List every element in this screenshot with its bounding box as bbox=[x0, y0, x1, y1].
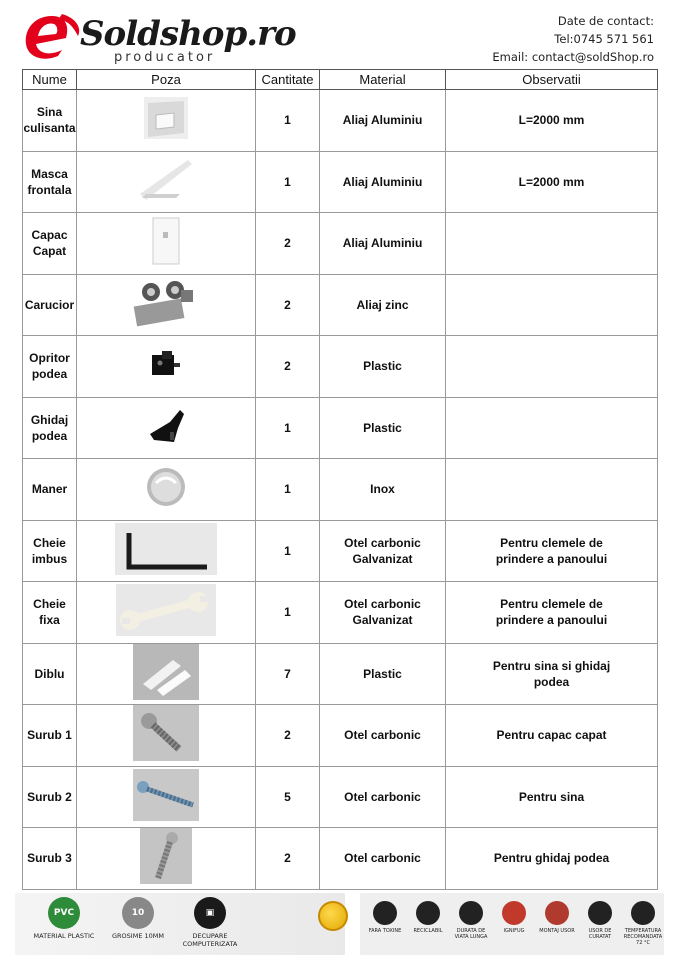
cell-quantity: 1 bbox=[256, 151, 320, 213]
cell-material: Plastic bbox=[320, 643, 446, 705]
footer-label: DURATA DE VIATA LUNGA bbox=[454, 928, 488, 940]
footer-left-item bbox=[29, 897, 99, 940]
quality-medal-icon bbox=[318, 901, 348, 931]
brand-name: Soldshop.ro bbox=[80, 14, 296, 54]
wrench-image bbox=[77, 584, 255, 640]
cell-picture bbox=[77, 90, 256, 152]
cell-notes bbox=[446, 336, 658, 398]
screw-short-image bbox=[77, 705, 255, 765]
cell-quantity: 2 bbox=[256, 213, 320, 275]
screw-medium-image bbox=[77, 828, 255, 888]
footer-right-item bbox=[579, 901, 621, 940]
cell-material: Aliaj Aluminiu bbox=[320, 213, 446, 275]
cell-notes: Pentru ghidaj podea bbox=[446, 828, 658, 890]
cell-notes bbox=[446, 459, 658, 521]
footer-right-item bbox=[364, 901, 406, 934]
wall-plug-image bbox=[77, 644, 255, 704]
footer-right-item bbox=[407, 901, 449, 934]
cell-quantity: 2 bbox=[256, 828, 320, 890]
cell-notes: Pentru clemele de prindere a panoului bbox=[446, 582, 658, 644]
front-mask-profile-image bbox=[77, 154, 255, 210]
cell-name: Sina culisanta bbox=[23, 90, 77, 152]
cell-quantity: 2 bbox=[256, 705, 320, 767]
cell-material: Aliaj Aluminiu bbox=[320, 151, 446, 213]
cell-name: Maner bbox=[23, 459, 77, 521]
cell-name: Surub 3 bbox=[23, 828, 77, 890]
footer-label: FARA TOXINE bbox=[368, 928, 402, 934]
footer-banner bbox=[15, 893, 664, 955]
table-row bbox=[23, 213, 658, 275]
no-toxic-icon bbox=[373, 901, 397, 925]
table-body bbox=[23, 90, 658, 890]
logo-e-icon bbox=[22, 12, 84, 64]
end-cap-image bbox=[77, 216, 255, 270]
recycle-icon bbox=[416, 901, 440, 925]
header-material: Material bbox=[320, 70, 446, 90]
footer-right-item bbox=[536, 901, 578, 934]
fireproof-icon bbox=[502, 901, 526, 925]
contact-phone: Tel:0745 571 561 bbox=[554, 32, 654, 46]
table-row bbox=[23, 520, 658, 582]
long-life-icon bbox=[459, 901, 483, 925]
footer-label: USOR DE CURATAT bbox=[588, 928, 612, 940]
cell-picture bbox=[77, 643, 256, 705]
footer-left-item bbox=[103, 897, 173, 940]
table-row bbox=[23, 828, 658, 890]
thickness-icon: 10 bbox=[122, 897, 154, 929]
floor-guide-image bbox=[77, 404, 255, 452]
cell-material: Aliaj zinc bbox=[320, 274, 446, 336]
cell-quantity: 1 bbox=[256, 459, 320, 521]
cell-name: Capac Capat bbox=[23, 213, 77, 275]
cell-material: Otel carbonic bbox=[320, 828, 446, 890]
footer-label: MATERIAL PLASTIC bbox=[33, 932, 95, 940]
cell-name: Diblu bbox=[23, 643, 77, 705]
cell-notes: Pentru capac capat bbox=[446, 705, 658, 767]
cell-picture bbox=[77, 151, 256, 213]
table-row bbox=[23, 643, 658, 705]
cell-quantity: 1 bbox=[256, 397, 320, 459]
cell-picture bbox=[77, 213, 256, 275]
cell-picture bbox=[77, 397, 256, 459]
table-row bbox=[23, 582, 658, 644]
cell-notes bbox=[446, 274, 658, 336]
cell-picture bbox=[77, 520, 256, 582]
table-row bbox=[23, 766, 658, 828]
cell-material: Otel carbonic bbox=[320, 766, 446, 828]
cell-notes: L=2000 mm bbox=[446, 90, 658, 152]
contact-title: Date de contact: bbox=[557, 14, 654, 28]
easy-clean-icon bbox=[588, 901, 612, 925]
cell-material: Otel carbonic bbox=[320, 705, 446, 767]
table-row bbox=[23, 397, 658, 459]
cell-picture bbox=[77, 766, 256, 828]
footer-right-item bbox=[493, 901, 535, 934]
cell-quantity: 7 bbox=[256, 643, 320, 705]
footer-right bbox=[360, 893, 664, 955]
round-handle-image bbox=[77, 465, 255, 513]
cell-name: Opritor podea bbox=[23, 336, 77, 398]
table-row bbox=[23, 274, 658, 336]
cell-quantity: 1 bbox=[256, 90, 320, 152]
cell-notes: L=2000 mm bbox=[446, 151, 658, 213]
trolley-image bbox=[77, 276, 255, 334]
table-row bbox=[23, 151, 658, 213]
cell-picture bbox=[77, 582, 256, 644]
footer-label: IGNIFUG bbox=[503, 928, 525, 934]
footer-label: GROSIME 10MM bbox=[112, 932, 164, 940]
footer-label: TEMPERATURA RECOMANDATA 72 °C bbox=[623, 928, 663, 946]
parts-table bbox=[22, 69, 658, 890]
cell-material: Inox bbox=[320, 459, 446, 521]
footer-left bbox=[15, 893, 345, 955]
cell-name: Cheie fixa bbox=[23, 582, 77, 644]
cell-picture bbox=[77, 705, 256, 767]
cell-quantity: 2 bbox=[256, 274, 320, 336]
cell-name: Surub 1 bbox=[23, 705, 77, 767]
cell-name: Surub 2 bbox=[23, 766, 77, 828]
cell-quantity: 1 bbox=[256, 520, 320, 582]
allen-key-image bbox=[77, 523, 255, 579]
table-row bbox=[23, 90, 658, 152]
footer-right-item bbox=[450, 901, 492, 940]
footer-label: RECICLABIL bbox=[413, 928, 443, 934]
cell-notes bbox=[446, 397, 658, 459]
cell-quantity: 5 bbox=[256, 766, 320, 828]
cell-picture bbox=[77, 828, 256, 890]
cell-picture bbox=[77, 336, 256, 398]
cell-notes bbox=[446, 213, 658, 275]
cell-notes: Pentru sina bbox=[446, 766, 658, 828]
cell-picture bbox=[77, 459, 256, 521]
cnc-cut-icon: ▣ bbox=[194, 897, 226, 929]
cell-material: Plastic bbox=[320, 397, 446, 459]
brand-logo bbox=[22, 10, 296, 66]
footer-left-item bbox=[175, 897, 245, 948]
cell-quantity: 2 bbox=[256, 336, 320, 398]
cell-quantity: 1 bbox=[256, 582, 320, 644]
cell-material: Aliaj Aluminiu bbox=[320, 90, 446, 152]
cell-picture bbox=[77, 274, 256, 336]
cell-material: Otel carbonic Galvanizat bbox=[320, 520, 446, 582]
temperature-icon bbox=[631, 901, 655, 925]
table-row bbox=[23, 336, 658, 398]
rail-profile-image bbox=[77, 93, 255, 147]
cell-name: Ghidaj podea bbox=[23, 397, 77, 459]
cell-name: Cheie imbus bbox=[23, 520, 77, 582]
header-observatii: Observatii bbox=[446, 70, 658, 90]
pvc-icon: PVC bbox=[48, 897, 80, 929]
table-row bbox=[23, 459, 658, 521]
easy-mount-icon bbox=[545, 901, 569, 925]
contact-email: Email: contact@soldShop.ro bbox=[492, 50, 654, 64]
footer-right-item bbox=[622, 901, 664, 946]
cell-name: Masca frontala bbox=[23, 151, 77, 213]
header-poza: Poza bbox=[77, 70, 256, 90]
brand-subtitle: producator bbox=[114, 50, 216, 65]
cell-name: Carucior bbox=[23, 274, 77, 336]
table-row bbox=[23, 705, 658, 767]
cell-notes: Pentru clemele de prindere a panoului bbox=[446, 520, 658, 582]
floor-stopper-image bbox=[77, 349, 255, 383]
cell-notes: Pentru sina si ghidaj podea bbox=[446, 643, 658, 705]
header-nume: Nume bbox=[23, 70, 77, 90]
footer-label: MONTAJ USOR bbox=[539, 928, 575, 934]
screw-long-image bbox=[77, 769, 255, 825]
cell-material: Plastic bbox=[320, 336, 446, 398]
contact-block bbox=[492, 12, 654, 66]
footer-label: DECUPARE COMPUTERIZATA bbox=[182, 932, 238, 948]
header-cantitate: Cantitate bbox=[256, 70, 320, 90]
cell-material: Otel carbonic Galvanizat bbox=[320, 582, 446, 644]
